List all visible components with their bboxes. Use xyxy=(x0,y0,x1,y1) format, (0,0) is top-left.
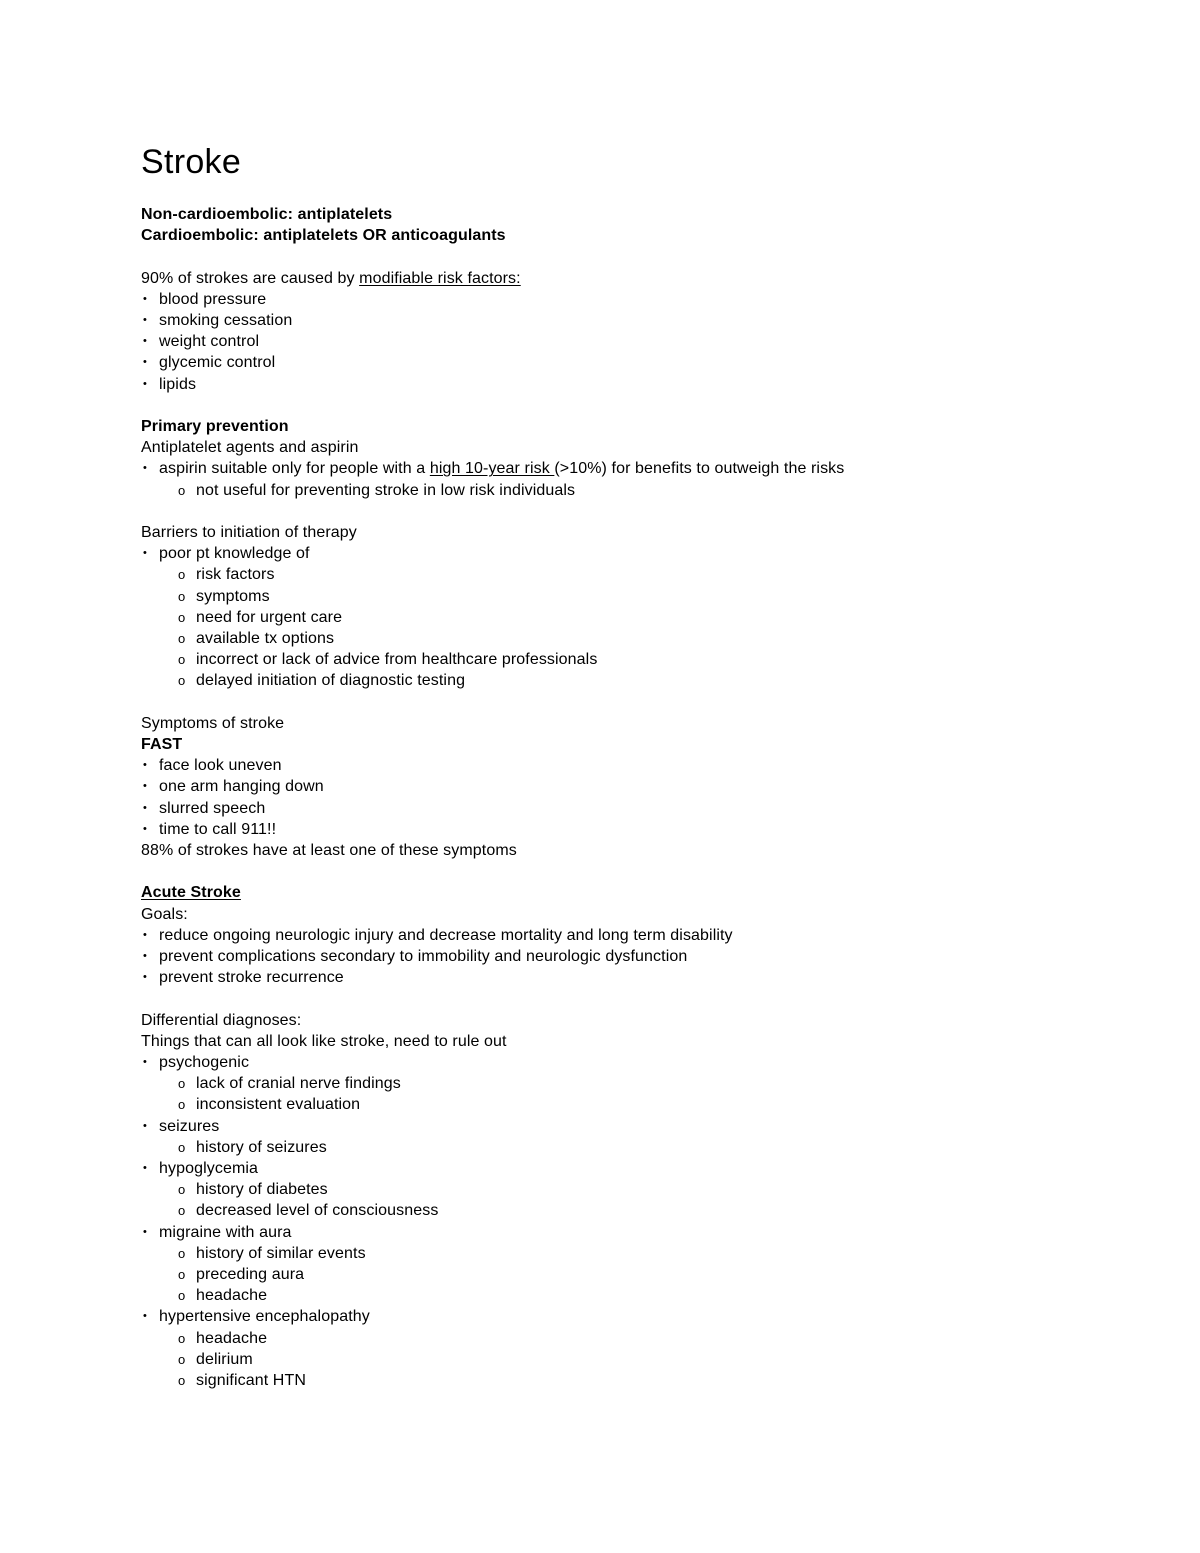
primary-prevention-subheading: Antiplatelet agents and aspirin xyxy=(141,439,359,457)
list-item-text: time to call 911!! xyxy=(159,820,277,838)
bullet-marker: • xyxy=(143,1119,147,1132)
goals-list xyxy=(141,925,1140,989)
bullet-marker: • xyxy=(143,759,147,772)
sub-bullet-marker: o xyxy=(178,1182,186,1198)
differential-list xyxy=(141,1052,1140,1391)
sub-item-text: history of similar events xyxy=(196,1244,366,1262)
list-item-text: blood pressure xyxy=(159,290,267,308)
goals-label: Goals: xyxy=(141,905,188,923)
sub-bullet-marker: o xyxy=(178,1373,186,1389)
bullet-marker: • xyxy=(143,780,147,793)
sub-list-item xyxy=(141,670,1140,691)
list-item-text: smoking cessation xyxy=(159,312,293,329)
list-item-text: weight control xyxy=(159,333,260,351)
document-body xyxy=(141,204,1140,1391)
sub-list-item xyxy=(141,586,1140,607)
sub-list-item xyxy=(141,1370,1140,1391)
risk-lead xyxy=(141,268,1140,289)
list-item xyxy=(141,543,1140,564)
sub-list-item xyxy=(141,1179,1140,1200)
bullet-marker: • xyxy=(143,377,147,390)
bullet-marker: • xyxy=(143,1056,147,1069)
list-item xyxy=(141,374,1140,395)
sub-list-item xyxy=(141,564,1140,585)
list-item-text: one arm hanging down xyxy=(159,778,324,796)
list-item xyxy=(141,458,1140,479)
sub-item-text: headache xyxy=(196,1329,268,1347)
list-item xyxy=(141,352,1140,373)
sub-list-item xyxy=(141,1137,1140,1158)
aspirin-text-underlined: high 10-year risk xyxy=(429,460,555,478)
bullet-marker: • xyxy=(143,314,147,326)
symptom-list xyxy=(141,755,1140,840)
list-item-text: seizures xyxy=(159,1117,220,1135)
list-item-text: migraine with aura xyxy=(159,1223,292,1241)
intro-line-noncardioembolic: Non-cardioembolic: antiplatelets xyxy=(141,206,393,223)
bullet-marker: • xyxy=(143,971,147,984)
list-item xyxy=(141,331,1140,352)
intro-line-cardioembolic: Cardioembolic: antiplatelets OR anticoagulants xyxy=(141,227,506,245)
sub-item-text: significant HTN xyxy=(196,1372,306,1390)
list-item-text: reduce ongoing neurologic injury and decrease mortality and long term disability xyxy=(159,926,733,944)
sub-item-text: not useful for preventing stroke in low risk individuals xyxy=(196,481,576,499)
list-item xyxy=(141,310,1140,331)
primary-prevention-heading: Primary prevention xyxy=(141,418,289,435)
sub-list-item xyxy=(141,1285,1140,1306)
page-title: Stroke xyxy=(141,143,242,181)
barriers-heading: Barriers to initiation of therapy xyxy=(141,524,357,541)
sub-item-text: need for urgent care xyxy=(196,608,343,626)
list-item xyxy=(141,798,1140,819)
fast-acronym: FAST xyxy=(141,736,183,754)
list-item-text: face look uneven xyxy=(159,757,282,775)
sub-item-text: available tx options xyxy=(196,630,335,648)
sub-list-item xyxy=(141,1073,1140,1094)
symptoms-note: 88% of strokes have at least one of these symptoms xyxy=(141,842,517,860)
sub-item-text: delayed initiation of diagnostic testing xyxy=(196,672,466,690)
bullet-marker: • xyxy=(143,356,147,369)
sub-bullet-marker: o xyxy=(178,482,186,498)
risk-lead-text: 90% of strokes are caused by xyxy=(141,269,360,287)
sub-list-item xyxy=(141,480,1140,501)
list-item xyxy=(141,1158,1140,1179)
aspirin-text-pre: aspirin suitable only for people with a xyxy=(159,460,430,478)
sub-item-text: lack of cranial nerve findings xyxy=(196,1075,401,1093)
bullet-marker: • xyxy=(143,822,147,835)
bullet-marker: • xyxy=(143,547,147,560)
barrier-sub-list xyxy=(141,564,1140,691)
sub-list-item xyxy=(141,607,1140,628)
sub-item-text: decreased level of consciousness xyxy=(196,1202,439,1220)
list-item xyxy=(141,925,1140,946)
sub-bullet-marker: o xyxy=(178,609,186,625)
sub-bullet-marker: o xyxy=(178,588,186,604)
bullet-marker: • xyxy=(143,801,147,814)
sub-bullet-marker: o xyxy=(178,1330,186,1346)
list-item xyxy=(141,289,1140,310)
list-item-text: lipids xyxy=(159,375,197,393)
sub-bullet-marker: o xyxy=(178,1245,186,1261)
acute-stroke-heading: Acute Stroke xyxy=(141,884,241,902)
list-item-text: poor pt knowledge of xyxy=(159,545,310,563)
list-item-text: psychogenic xyxy=(159,1054,250,1072)
list-item-text: prevent stroke recurrence xyxy=(159,969,344,987)
sub-item-text: history of seizures xyxy=(196,1138,327,1156)
sub-bullet-marker: o xyxy=(178,673,186,689)
sub-list-item xyxy=(141,1200,1140,1221)
list-item-text: hypertensive encephalopathy xyxy=(159,1308,370,1326)
sub-bullet-marker: o xyxy=(178,1351,186,1367)
sub-list-item xyxy=(141,1349,1140,1370)
sub-item-text: incorrect or lack of advice from healthcare professionals xyxy=(196,651,598,669)
list-item-text: slurred speech xyxy=(159,799,266,817)
list-item xyxy=(141,1222,1140,1243)
differential-intro: Things that can all look like stroke, need to rule out xyxy=(141,1032,507,1050)
list-item xyxy=(141,1306,1140,1327)
risk-lead-underlined: modifiable risk factors: xyxy=(359,269,521,287)
differential-heading: Differential diagnoses: xyxy=(141,1011,302,1029)
bullet-marker: • xyxy=(143,1162,147,1175)
sub-item-text: symptoms xyxy=(196,587,270,605)
list-item xyxy=(141,755,1140,776)
sub-item-text: preceding aura xyxy=(196,1266,305,1284)
sub-item-text: risk factors xyxy=(196,566,275,584)
sub-list-item xyxy=(141,628,1140,649)
list-item xyxy=(141,967,1140,988)
list-item-text: hypoglycemia xyxy=(159,1160,259,1178)
sub-list-item xyxy=(141,649,1140,670)
bullet-marker: • xyxy=(143,950,147,963)
symptoms-heading: Symptoms of stroke xyxy=(141,714,285,732)
sub-bullet-marker: o xyxy=(178,1267,186,1283)
sub-bullet-marker: o xyxy=(178,1076,186,1092)
sub-item-text: inconsistent evaluation xyxy=(196,1096,361,1114)
risk-factor-list xyxy=(141,289,1140,395)
sub-bullet-marker: o xyxy=(178,1288,186,1304)
sub-item-text: delirium xyxy=(196,1350,253,1368)
bullet-marker: • xyxy=(143,928,147,941)
bullet-marker: • xyxy=(143,1225,147,1238)
list-item xyxy=(141,776,1140,797)
list-item xyxy=(141,1052,1140,1073)
sub-list-item xyxy=(141,1328,1140,1349)
sub-list-item xyxy=(141,1243,1140,1264)
aspirin-text-post: (>10%) for benefits to outweigh the risks xyxy=(554,460,845,478)
sub-bullet-marker: o xyxy=(178,652,186,668)
sub-bullet-marker: o xyxy=(178,1139,186,1155)
list-item-text: glycemic control xyxy=(159,354,276,372)
sub-item-text: history of diabetes xyxy=(196,1181,328,1199)
list-item xyxy=(141,946,1140,967)
bullet-marker: • xyxy=(143,335,147,348)
sub-bullet-marker: o xyxy=(178,1203,186,1219)
list-item xyxy=(141,819,1140,840)
sub-list-item xyxy=(141,1264,1140,1285)
sub-list-item xyxy=(141,1094,1140,1115)
sub-bullet-marker: o xyxy=(178,1097,186,1113)
bullet-marker: • xyxy=(143,462,147,475)
bullet-marker: • xyxy=(143,1310,147,1323)
sub-bullet-marker: o xyxy=(178,567,186,583)
sub-bullet-marker: o xyxy=(178,631,186,647)
list-item-text: prevent complications secondary to immobility and neurologic dysfunction xyxy=(159,948,688,966)
list-item xyxy=(141,1116,1140,1137)
sub-item-text: headache xyxy=(196,1287,268,1305)
bullet-marker: • xyxy=(143,292,147,305)
